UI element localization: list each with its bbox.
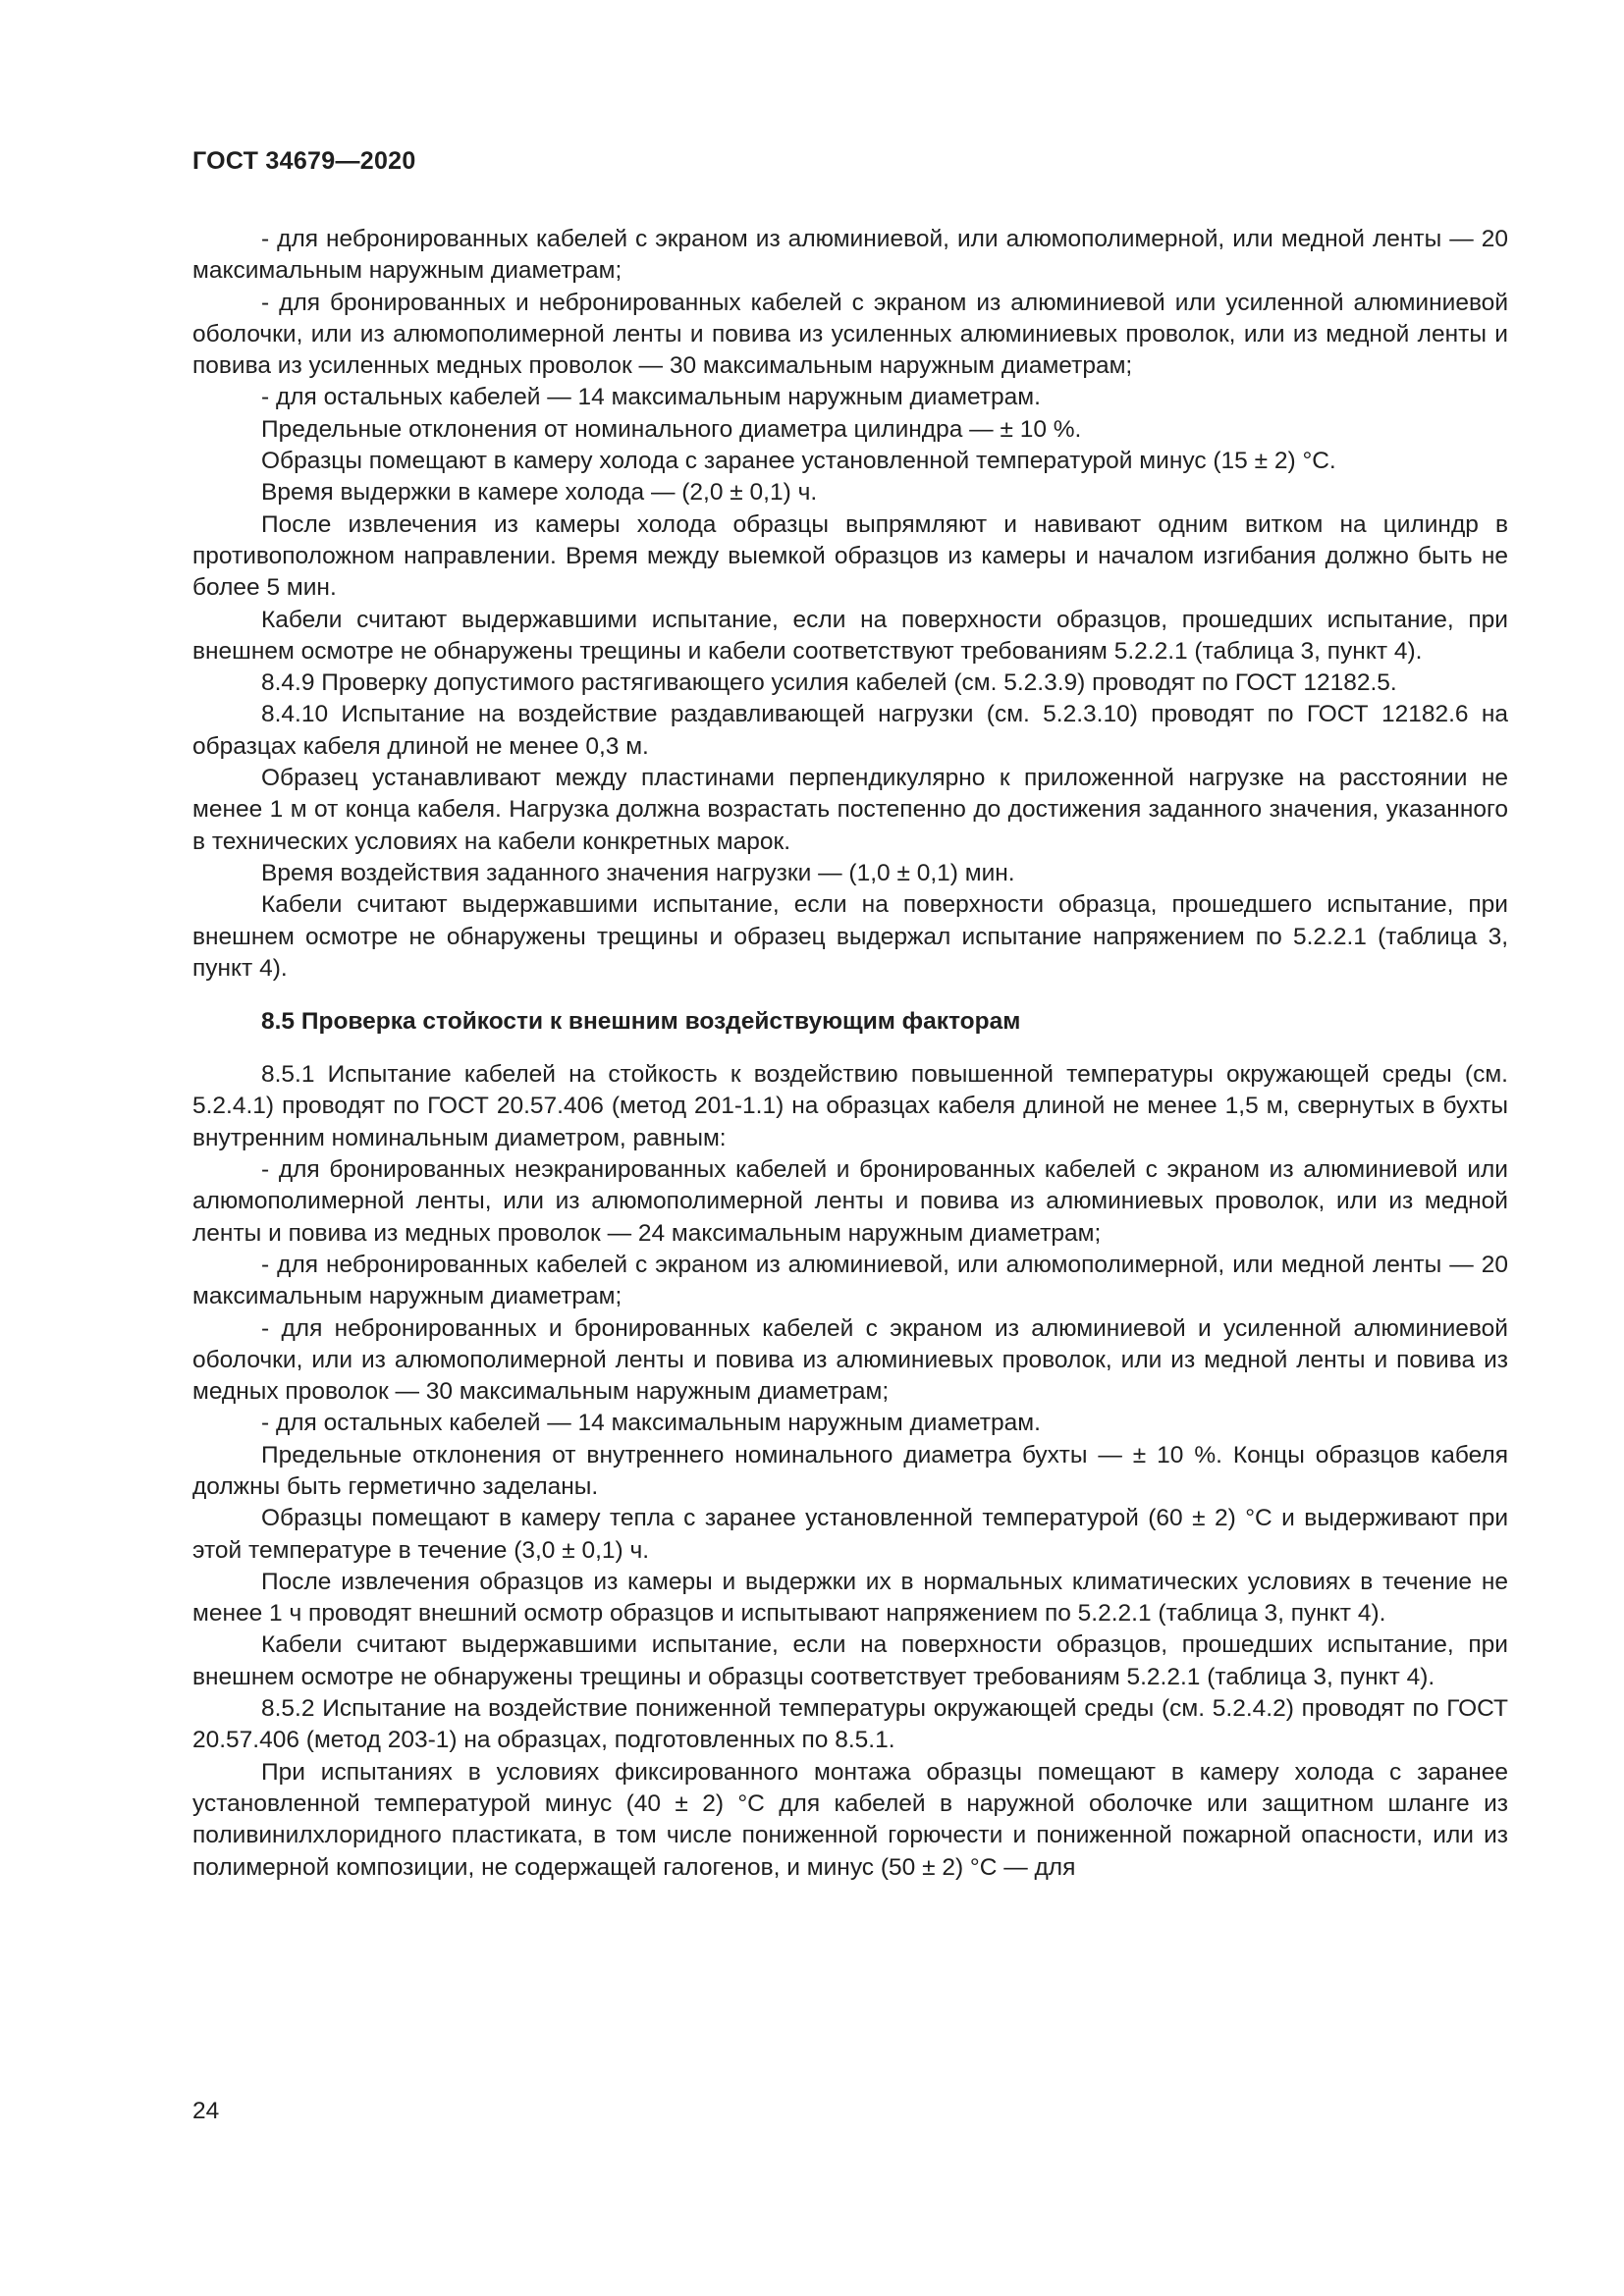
page-number: 24 — [192, 2098, 220, 2124]
paragraph: Образцы помещают в камеру тепла с заранее установленной температурой (60 ± 2) °С и выдерживают при этой температуре в течение (3,0 ± 0,1) ч. — [192, 1505, 1508, 1564]
document-body — [192, 224, 1508, 1884]
paragraph: Кабели считают выдержавшими испытание, если на поверхности образца, прошедшего испытание, при внешнем осмотре не обнаружены трещины и образец выдержал испытание напряжением по 5.2.2.1 (таблица 3, пункт 4). — [192, 891, 1508, 982]
paragraph: Кабели считают выдержавшими испытание, если на поверхности образцов, прошедших испытание, при внешнем осмотре не обнаружены трещины и кабели соответствуют требованиям 5.2.2.1 (таблица 3, пункт 4). — [192, 606, 1508, 665]
document-code-header: ГОСТ 34679—2020 — [192, 147, 416, 175]
paragraph: Образец устанавливают между пластинами перпендикулярно к приложенной нагрузке на расстоянии не менее 1 м от конца кабеля. Нагрузка должна возрастать постепенно до достижения заданного значения, указанного в технических условиях на кабели конкретных марок. — [192, 765, 1508, 855]
paragraph: - для небронированных кабелей с экраном из алюминиевой, или алюмополимерной, или медной ленты — 20 максимальным наружным диаметрам; — [192, 1251, 1508, 1310]
paragraph: 8.4.10 Испытание на воздействие раздавливающей нагрузки (см. 5.2.3.10) проводят по ГОСТ 12182.6 на образцах кабеля длиной не менее 0,3 м. — [192, 701, 1508, 760]
section-heading: 8.5 Проверка стойкости к внешним воздействующим факторам — [261, 1008, 1021, 1036]
paragraph: 8.5.2 Испытание на воздействие пониженной температуры окружающей среды (см. 5.2.4.2) проводят по ГОСТ 20.57.406 (метод 203-1) на образцах, подготовленных по 8.5.1. — [192, 1695, 1508, 1754]
paragraph: - для небронированных и бронированных кабелей с экраном из алюминиевой и усиленной алюминиевой оболочки, или из алюмополимерной ленты и повива из алюминиевых проволок, или из медной ленты и повива из медных проволок — 30 максимальным наружным диаметрам; — [192, 1314, 1508, 1406]
paragraph: Образцы помещают в камеру холода с заранее установленной температурой минус (15 ± 2) °С. — [261, 448, 1336, 475]
paragraph: Предельные отклонения от номинального диаметра цилиндра — ± 10 %. — [261, 415, 1082, 443]
paragraph: 8.5.1 Испытание кабелей на стойкость к воздействию повышенной температуры окружающей среды (см. 5.2.4.1) проводят по ГОСТ 20.57.406 (метод 201-1.1) на образцах кабеля длиной не менее 1,5 м, свернутых в бухты внутренним номинальным диаметром, равным: — [192, 1061, 1508, 1151]
paragraph: - для бронированных неэкранированных кабелей и бронированных кабелей с экраном из алюминиевой или алюмополимерной ленты, или из алюмополимерной ленты и повива из алюминиевых проволок, или из медной ленты и повива из медных проволок — 24 максимальным наружным диаметрам; — [192, 1156, 1508, 1247]
paragraph: - для небронированных кабелей с экраном из алюминиевой, или алюмополимерной, или медной ленты — 20 максимальным наружным диаметрам; — [192, 226, 1508, 285]
paragraph: Время выдержки в камере холода — (2,0 ± 0,1) ч. — [261, 479, 818, 507]
paragraph: 8.4.9 Проверку допустимого растягивающего усилия кабелей (см. 5.2.3.9) проводят по ГОСТ 12182.5. — [261, 669, 1397, 697]
paragraph: - для остальных кабелей — 14 максимальным наружным диаметрам. — [261, 384, 1041, 411]
paragraph: При испытаниях в условиях фиксированного монтажа образцы помещают в камеру холода с заранее установленной температурой минус (40 ± 2) °С для кабелей в наружной оболочке или защитном шланге из поливинилхлоридного пластиката, в том числе пониженной горючести и пониженной пожарной опасности, или из полимерной композиции, не содержащей галогенов, и минус (50 ± 2) °С — для — [192, 1758, 1508, 1881]
paragraph: Кабели считают выдержавшими испытание, если на поверхности образцов, прошедших испытание, при внешнем осмотре не обнаружены трещины и образцы соответствует требованиям 5.2.2.1 (таблица 3, пункт 4). — [192, 1631, 1508, 1690]
paragraph: Время воздействия заданного значения нагрузки — (1,0 ± 0,1) мин. — [261, 859, 1015, 886]
paragraph: После извлечения образцов из камеры и выдержки их в нормальных климатических условиях в течение не менее 1 ч проводят внешний осмотр образцов и испытывают напряжением по 5.2.2.1 (таблица 3, пункт 4). — [192, 1568, 1508, 1628]
paragraph: После извлечения из камеры холода образцы выпрямляют и навивают одним витком на цилиндр в противоположном направлении. Время между выемкой образцов из камеры и началом изгибания должно быть не более 5 мин. — [192, 510, 1508, 602]
paragraph: - для бронированных и небронированных кабелей с экраном из алюминиевой или усиленной алюминиевой оболочки, или из алюмополимерной ленты и повива из усиленных алюминиевых проволок, или из медной ленты и повива из усиленных медных проволок — 30 максимальным наружным диаметрам; — [192, 289, 1508, 380]
paragraph: - для остальных кабелей — 14 максимальным наружным диаметрам. — [261, 1410, 1041, 1437]
paragraph: Предельные отклонения от внутреннего номинального диаметра бухты — ± 10 %. Концы образцов кабеля должны быть герметично заделаны. — [192, 1441, 1508, 1500]
